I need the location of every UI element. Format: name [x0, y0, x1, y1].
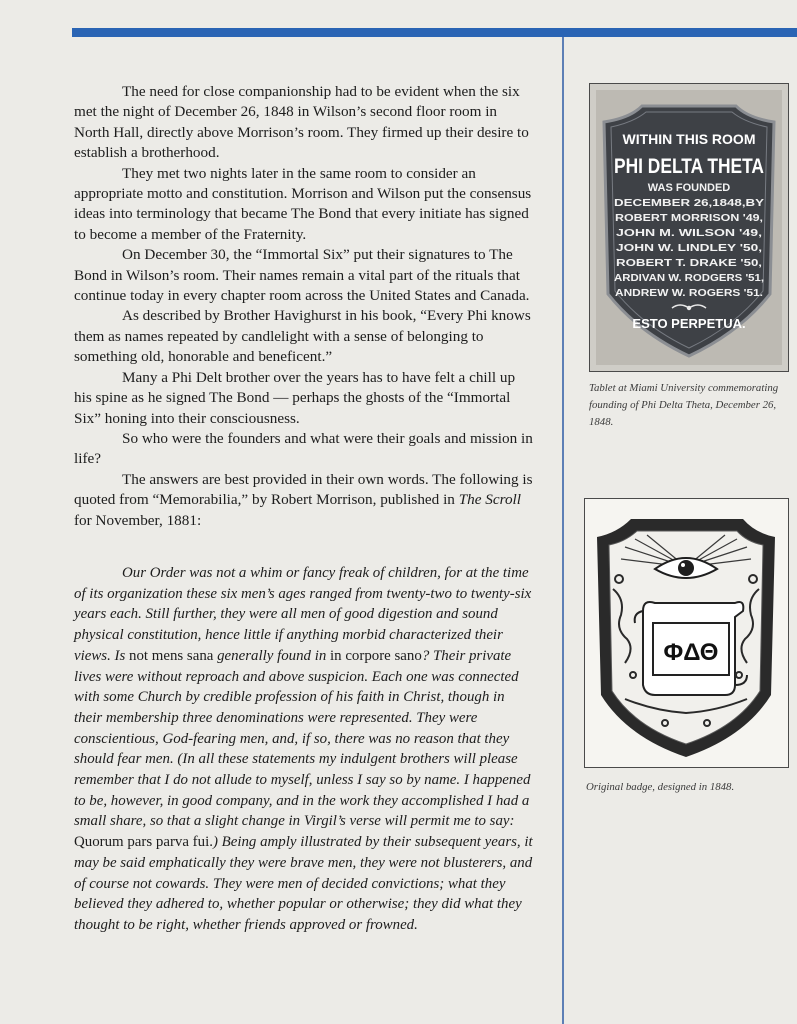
tablet-line: ANDREW W. ROGERS '51. — [615, 287, 764, 299]
badge-image — [585, 499, 788, 767]
paragraph: The need for close companionship had to be evident when the six met the night of December 26, 1848 in Wilson’s second floor room in North Hall, directly above Morrison’s room. They firmed up their desire to establish a brotherhood. — [74, 83, 529, 162]
paragraph: On December 30, the “Immortal Six” put their signatures to The Bond in Wilson’s room. Their names remain a vital part of the rituals that continue today in every chapter room across the United States and Canada. — [74, 246, 530, 305]
tablet-line: PHI DELTA THETA — [614, 155, 764, 178]
paragraph: Many a Phi Delt brother over the years has to have felt a chill up his spine as he signed The Bond — perhaps the ghosts of the “Immortal Six” honing into their consciousness. — [74, 368, 516, 427]
badge-photo — [584, 498, 789, 768]
morrison-quote — [74, 563, 536, 936]
tablet-line: ARDIVAN W. RODGERS '51, — [614, 272, 765, 284]
tablet-line: ROBERT MORRISON '49, — [615, 212, 764, 224]
tablet-line: WAS FOUNDED — [647, 182, 731, 194]
paragraph: So who were the founders and what were their goals and mission in life? — [74, 429, 533, 468]
quote-part: ) Being amply illustrated by their subsequent years, it may be said emphatically they were brave men, they were not blusterers, and of course not cowards. They were men of decided convictions; what they believed they adhered to, whether popular or otherwise; they did what they thought to be right, whether friends approved or frowned. — [74, 834, 533, 933]
source-intro-before: The answers are best provided in their own words. The following is quoted from “Memorabilia,” by Robert Morrison, published in — [74, 470, 533, 509]
tablet-line: DECEMBER 26,1848,BY — [614, 197, 764, 209]
quote-part-upright: in corpore sano — [330, 647, 422, 664]
tablet-line: ROBERT T. DRAKE '50, — [616, 257, 763, 269]
tablet-line: JOHN M. WILSON '49, — [616, 227, 763, 239]
tablet-line: WITHIN THIS ROOM — [622, 131, 756, 147]
source-paragraph — [74, 470, 536, 531]
column-divider — [562, 37, 564, 1024]
publication-title: The Scroll — [458, 491, 521, 509]
tablet-photo — [589, 83, 789, 372]
top-rule — [72, 28, 797, 37]
quote-part: ? Their private lives were without reproach and above suspicion. Each one was connected with some Church by credible profession of his faith in Christ, though in their membership three denominations were represented. They were conscientious, God-fearing men, and, if so, there was no reason that they should fear men. (In all these statements my indulgent brothers will please remember that I do not allude to myself, unless I say so by name. I happened to be, however, in good company, and in the work they accomplished I had a small share, so that a slight change in Virgil’s verse will permit me to say: — [74, 647, 531, 830]
quote-part: Our Order was not a whim or fancy freak of children, for at the time of its organization these six men’s ages ranged from twenty-two to twenty-six years each. Still further, they were all men of good digestion and sound physical constitution, hence little if anything morbid characterized their views. Is — [74, 565, 532, 664]
tablet-line: JOHN W. LINDLEY '50, — [616, 242, 763, 254]
quote-part-upright: not — [129, 647, 149, 664]
body-text — [74, 82, 536, 531]
paragraph: As described by Brother Havighurst in his book, “Every Phi knows them as names repeated by candlelight with a sense of belonging to something old, honorable and beneficent.” — [74, 307, 531, 366]
badge-caption: Original badge, designed in 1848. — [586, 781, 735, 793]
tablet-caption: Tablet at Miami University commemorating founding of Phi Delta Theta, December 26, 1848. — [589, 382, 779, 428]
tablet-motto: ESTO PERPETUA. — [632, 316, 746, 331]
source-intro-after: for November, 1881: — [74, 511, 202, 529]
quote-part-upright: Quorum pars parva fui. — [74, 834, 213, 851]
paragraph: They met two nights later in the same room to consider an appropriate motto and constitution. Morrison and Wilson put the consensus ideas into terminology that became The Bond that every initiate has signed to become a member of the Fraternity. — [74, 164, 532, 243]
quote-part: generally found in — [213, 647, 331, 664]
quote-part-upright: mens sana — [148, 647, 214, 664]
badge-greek-letters: ΦΔΘ — [663, 639, 719, 666]
tablet-image — [590, 84, 788, 371]
